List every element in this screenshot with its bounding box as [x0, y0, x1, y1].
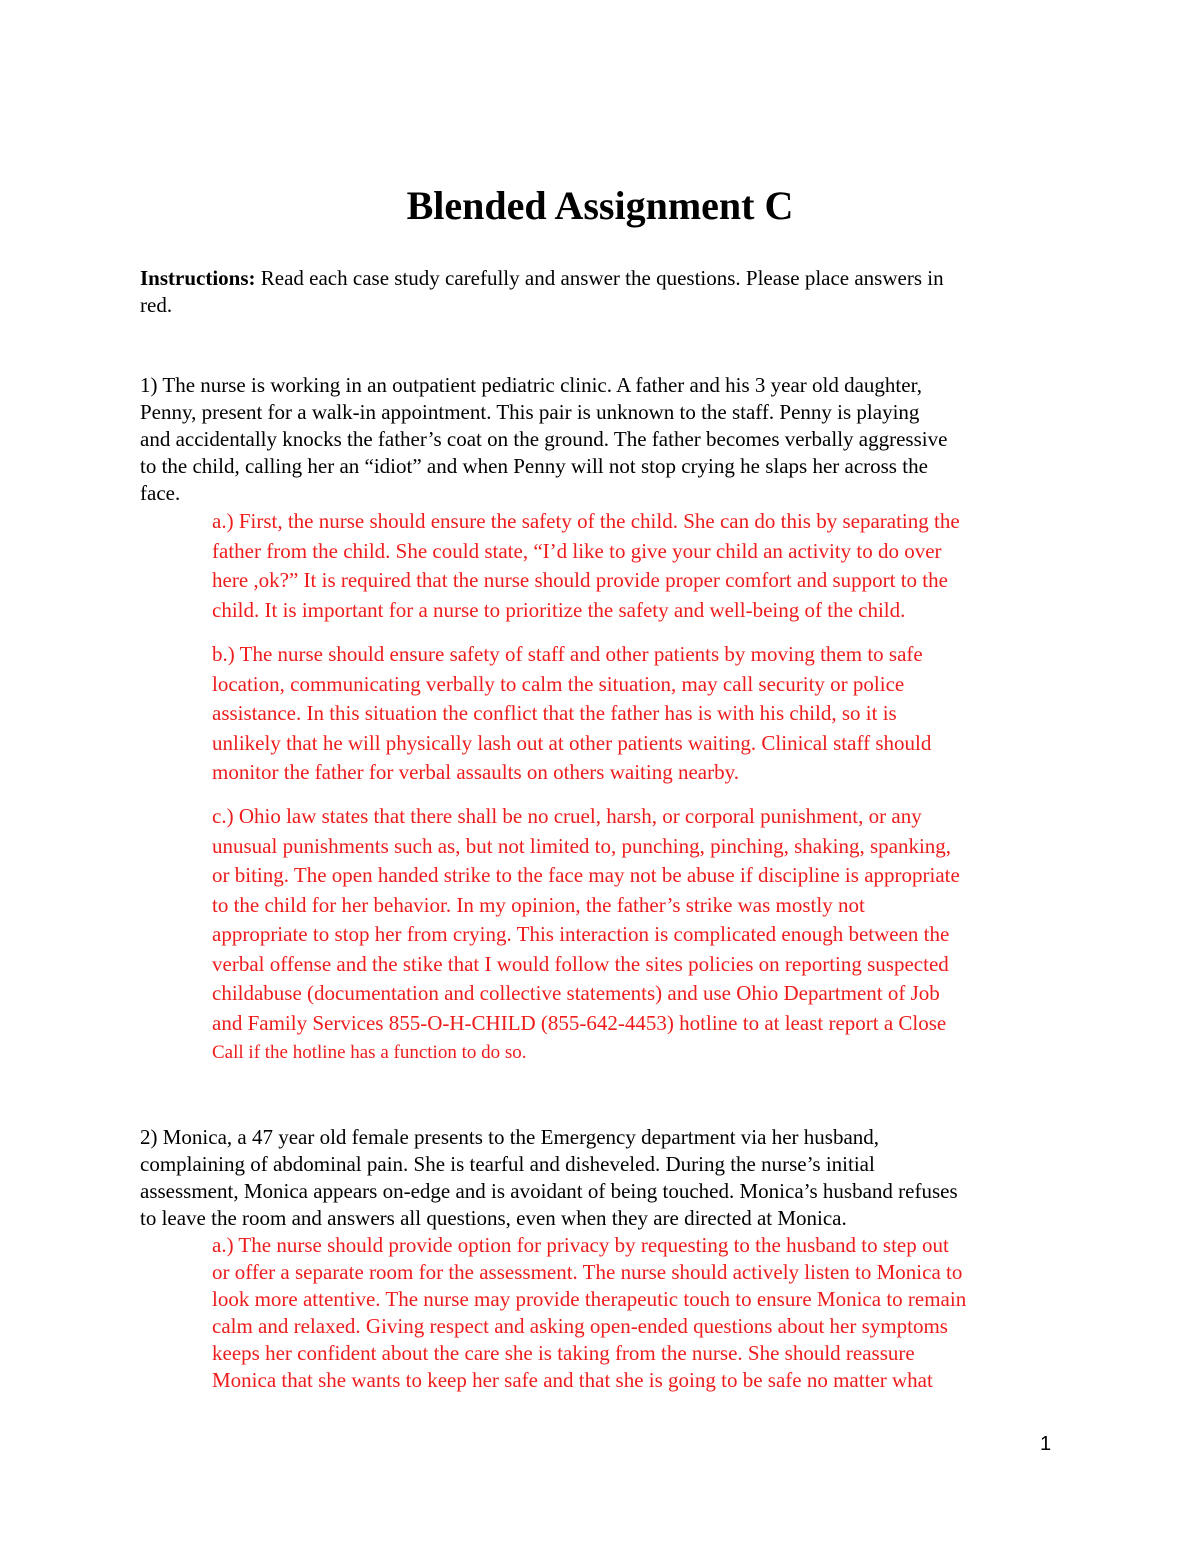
- answer-1b-line: b.) The nurse should ensure safety of staff and other patients by moving them to safe: [212, 642, 923, 666]
- question-1-line: Penny, present for a walk-in appointment. This pair is unknown to the staff. Penny is playing: [140, 400, 920, 424]
- answer-1b-line: monitor the father for verbal assaults on others waiting nearby.: [212, 760, 739, 784]
- answer-1c-line: c.) Ohio law states that there shall be no cruel, harsh, or corporal punishment, or any: [212, 804, 922, 828]
- instructions-paragraph: [140, 265, 944, 319]
- question-2-line: assessment, Monica appears on-edge and is avoidant of being touched. Monica’s husband refuses: [140, 1179, 958, 1203]
- answer-2a-line: keeps her confident about the care she is taking from the nurse. She should reassure: [212, 1341, 915, 1365]
- instructions-line-1: [140, 265, 944, 292]
- answer-1a-line: father from the child. She could state, “I’d like to give your child an activity to do over: [212, 538, 942, 563]
- answer-2a: [212, 1232, 966, 1394]
- question-1-line: and accidentally knocks the father’s coat on the ground. The father becomes verbally aggressive: [140, 427, 948, 451]
- answer-2a-line: Monica that she wants to keep her safe and that she is going to be safe no matter what: [212, 1368, 933, 1392]
- answer-1c-line: appropriate to stop her from crying. This interaction is complicated enough between the: [212, 922, 950, 946]
- question-1-line: 1) The nurse is working in an outpatient pediatric clinic. A father and his 3 year old daughter,: [140, 373, 922, 397]
- instructions-line-2: red.: [140, 293, 173, 317]
- question-1-line: to the child, calling her an “idiot” and when Penny will not stop crying he slaps her across the: [140, 454, 928, 478]
- question-2-line: to leave the room and answers all questions, even when they are directed at Monica.: [140, 1206, 847, 1230]
- answer-1a-line: here ,ok?” It is required that the nurse should provide proper comfort and support to the: [212, 568, 948, 592]
- instructions-text: Read each case study carefully and answer the questions. Please place answers in: [255, 266, 944, 290]
- question-1-line: face.: [140, 481, 181, 505]
- answer-2a-line: calm and relaxed. Giving respect and asking open-ended questions about her symptoms: [212, 1314, 948, 1338]
- question-2-line: complaining of abdominal pain. She is tearful and disheveled. During the nurse’s initial: [140, 1152, 875, 1176]
- document-title: Blended Assignment C: [406, 183, 794, 228]
- question-2: [140, 1124, 958, 1232]
- page-number: 1: [1040, 1433, 1052, 1455]
- answer-1b: [212, 640, 931, 788]
- answer-1c-line: to the child for her behavior. In my opinion, the father’s strike was mostly not: [212, 892, 865, 917]
- answer-1c-line: or biting. The open handed strike to the face may not be abuse if discipline is appropriate: [212, 863, 960, 887]
- answer-1c-line: childabuse (documentation and collective statements) and use Ohio Department of Job: [212, 981, 940, 1005]
- question-1: [140, 372, 947, 507]
- answer-1a-line: child. It is important for a nurse to prioritize the safety and well-being of the child.: [212, 597, 906, 622]
- answer-2a-line: a.) The nurse should provide option for privacy by requesting to the husband to step out: [212, 1233, 949, 1257]
- answer-1b-line: assistance. In this situation the conflict that the father has is with his child, so it is: [212, 701, 897, 725]
- answer-1c-line: unusual punishments such as, but not limited to, punching, pinching, shaking, spanking,: [212, 833, 952, 858]
- answer-1a-line: a.) First, the nurse should ensure the safety of the child. She can do this by separating the: [212, 509, 960, 533]
- question-2-line: 2) Monica, a 47 year old female presents to the Emergency department via her husband,: [140, 1125, 880, 1149]
- answer-1c-line: and Family Services 855-O-H-CHILD (855-642-4453) hotline to at least report a Close: [212, 1010, 947, 1035]
- answer-1a: [212, 507, 960, 625]
- answer-1c-line: verbal offense and the stike that I would follow the sites policies on reporting suspected: [212, 951, 949, 976]
- answer-2a-line: or offer a separate room for the assessment. The nurse should actively listen to Monica to: [212, 1260, 963, 1284]
- answer-1b-line: unlikely that he will physically lash out at other patients waiting. Clinical staff should: [212, 730, 932, 755]
- answer-1c: [212, 802, 960, 1068]
- instructions-label: Instructions:: [140, 266, 256, 290]
- answer-2a-line: look more attentive. The nurse may provide therapeutic touch to ensure Monica to remain: [212, 1287, 967, 1311]
- answer-1c-line: Call if the hotline has a function to do so.: [212, 1042, 527, 1063]
- answer-1b-line: location, communicating verbally to calm the situation, may call security or police: [212, 671, 905, 696]
